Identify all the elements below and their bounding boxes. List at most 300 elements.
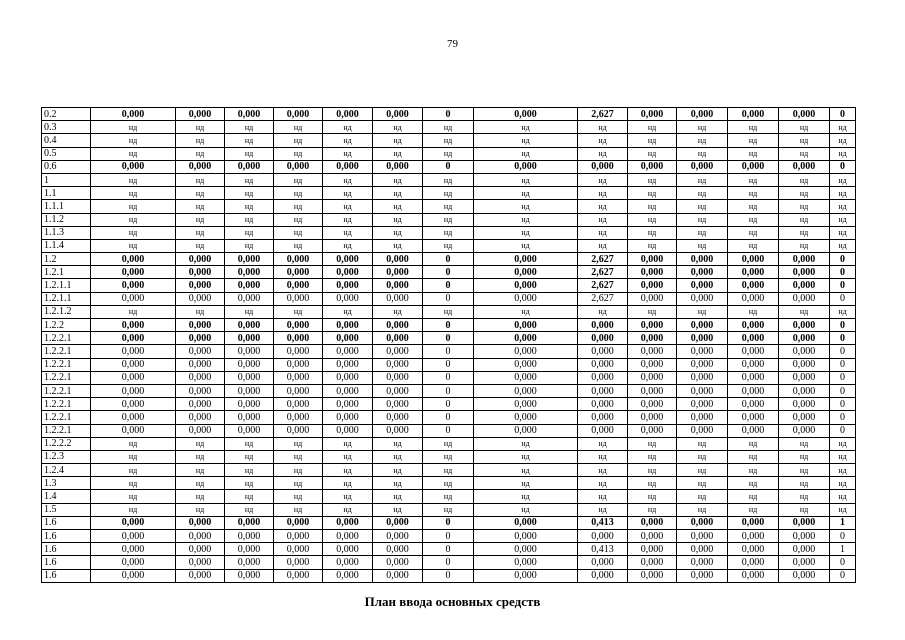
table-cell: нд <box>779 437 830 450</box>
table-row <box>42 345 856 358</box>
table-cell: 0,000 <box>323 371 373 384</box>
table-cell: 0,000 <box>728 569 779 582</box>
table-cell: нд <box>578 200 628 213</box>
table-row <box>42 239 856 252</box>
table-cell: 0,000 <box>274 319 323 332</box>
table-cell: нд <box>423 173 474 186</box>
table-cell: 0,000 <box>628 398 677 411</box>
table-cell: нд <box>728 173 779 186</box>
table-cell: нд <box>423 134 474 147</box>
table-cell: нд <box>628 503 677 516</box>
table-cell: 0,000 <box>677 108 728 121</box>
table-cell: 0,000 <box>274 160 323 173</box>
table-cell: 0,000 <box>628 253 677 266</box>
table-cell: 0,000 <box>677 358 728 371</box>
table-cell: 0,000 <box>176 569 225 582</box>
table-cell: нд <box>225 200 274 213</box>
table-cell: 0,000 <box>779 358 830 371</box>
row-code-cell: 1.2 <box>42 253 91 266</box>
table-cell: 0,000 <box>728 384 779 397</box>
table-cell: 0,000 <box>779 530 830 543</box>
table-cell: 0 <box>423 411 474 424</box>
table-cell: 0,000 <box>779 411 830 424</box>
table-cell: нд <box>779 226 830 239</box>
table-cell: 0,000 <box>323 411 373 424</box>
table-row <box>42 121 856 134</box>
table-cell: 0 <box>423 543 474 556</box>
table-cell: 0,000 <box>578 319 628 332</box>
table-cell: нд <box>578 121 628 134</box>
table-row <box>42 477 856 490</box>
table-row <box>42 411 856 424</box>
table-cell: нд <box>474 239 578 252</box>
table-cell: 0,000 <box>728 358 779 371</box>
table-cell: 0,000 <box>323 516 373 529</box>
table-cell: нд <box>225 437 274 450</box>
table-cell: нд <box>323 490 373 503</box>
table-cell: нд <box>274 200 323 213</box>
table-row <box>42 226 856 239</box>
table-cell: нд <box>474 503 578 516</box>
table-cell: 0,000 <box>578 569 628 582</box>
table-row <box>42 200 856 213</box>
table-cell: нд <box>628 450 677 463</box>
table-cell: 0,000 <box>176 108 225 121</box>
table-cell: 0,000 <box>628 424 677 437</box>
table-cell: 0,000 <box>373 292 423 305</box>
table-cell: 0,000 <box>474 108 578 121</box>
table-cell: нд <box>423 437 474 450</box>
row-code-cell: 0.4 <box>42 134 91 147</box>
table-cell: нд <box>323 121 373 134</box>
table-cell: 0 <box>423 384 474 397</box>
table-cell: 0,000 <box>176 319 225 332</box>
table-cell: нд <box>628 477 677 490</box>
row-code-cell: 1.4 <box>42 490 91 503</box>
table-cell: нд <box>779 503 830 516</box>
table-cell: 0,000 <box>176 384 225 397</box>
table-cell: 0,000 <box>474 569 578 582</box>
table-cell: нд <box>578 213 628 226</box>
table-cell: 0,000 <box>373 424 423 437</box>
table-cell: 0,000 <box>225 371 274 384</box>
table-cell: 0,000 <box>677 411 728 424</box>
table-cell: нд <box>578 226 628 239</box>
table-cell: нд <box>830 121 856 134</box>
table-row <box>42 569 856 582</box>
table-cell: 0,000 <box>225 279 274 292</box>
table-cell: нд <box>578 490 628 503</box>
row-code-cell: 1.2.2.1 <box>42 424 91 437</box>
table-cell: 0,000 <box>323 266 373 279</box>
table-cell: нд <box>373 477 423 490</box>
table-cell: 0,000 <box>728 108 779 121</box>
table-cell: нд <box>373 503 423 516</box>
table-cell: 0 <box>830 371 856 384</box>
table-cell: нд <box>628 134 677 147</box>
table-cell: нд <box>225 121 274 134</box>
table-cell: нд <box>91 121 176 134</box>
table-cell: нд <box>274 147 323 160</box>
table-cell: 0,000 <box>677 398 728 411</box>
table-cell: нд <box>677 490 728 503</box>
table-cell: нд <box>225 187 274 200</box>
row-code-cell: 1.1.1 <box>42 200 91 213</box>
table-cell: нд <box>91 239 176 252</box>
table-cell: 0,000 <box>728 398 779 411</box>
table-cell: 0,000 <box>628 516 677 529</box>
table-cell: нд <box>225 305 274 318</box>
table-cell: нд <box>628 226 677 239</box>
table-cell: 0,000 <box>91 398 176 411</box>
table-cell: нд <box>474 305 578 318</box>
table-cell: 0 <box>423 569 474 582</box>
table-cell: 0,000 <box>91 292 176 305</box>
table-row <box>42 543 856 556</box>
table-cell: 0,000 <box>728 279 779 292</box>
table-cell: нд <box>176 173 225 186</box>
table-cell: нд <box>830 305 856 318</box>
table-cell: нд <box>628 464 677 477</box>
row-code-cell: 1.1.2 <box>42 213 91 226</box>
table-row <box>42 424 856 437</box>
table-cell: нд <box>323 239 373 252</box>
table-cell: 0,000 <box>728 332 779 345</box>
table-cell: нд <box>176 239 225 252</box>
table-cell: 0,000 <box>323 160 373 173</box>
table-cell: нд <box>728 464 779 477</box>
table-cell: нд <box>779 239 830 252</box>
table-cell: нд <box>779 200 830 213</box>
table-cell: нд <box>274 173 323 186</box>
row-code-cell: 1 <box>42 173 91 186</box>
table-row <box>42 160 856 173</box>
table-cell: 0,000 <box>677 279 728 292</box>
table-cell: 0,000 <box>474 345 578 358</box>
table-cell: 0,000 <box>225 253 274 266</box>
table-cell: нд <box>176 226 225 239</box>
table-cell: 0 <box>423 332 474 345</box>
table-cell: нд <box>830 173 856 186</box>
table-cell: 0,000 <box>728 319 779 332</box>
table-cell: 0 <box>423 279 474 292</box>
table-cell: нд <box>373 464 423 477</box>
table-cell: 0,000 <box>474 516 578 529</box>
table-cell: 0,000 <box>373 569 423 582</box>
table-cell: нд <box>779 305 830 318</box>
table-cell: 0,000 <box>779 266 830 279</box>
table-cell: нд <box>423 490 474 503</box>
table-cell: 0,000 <box>779 345 830 358</box>
table-cell: 0 <box>830 556 856 569</box>
row-code-cell: 0.5 <box>42 147 91 160</box>
table-cell: нд <box>830 213 856 226</box>
table-cell: 0,000 <box>677 345 728 358</box>
table-cell: 0,000 <box>728 543 779 556</box>
table-cell: нд <box>578 477 628 490</box>
table-cell: 0 <box>830 345 856 358</box>
table-row <box>42 437 856 450</box>
table-cell: 0,000 <box>779 332 830 345</box>
table-cell: нд <box>423 226 474 239</box>
table-cell: 0 <box>830 279 856 292</box>
table-cell: 0,000 <box>225 160 274 173</box>
table-cell: нд <box>373 450 423 463</box>
table-cell: нд <box>728 200 779 213</box>
table-cell: нд <box>830 477 856 490</box>
table-cell: 0,000 <box>728 516 779 529</box>
row-code-cell: 1.2.2.1 <box>42 345 91 358</box>
table-cell: нд <box>677 437 728 450</box>
table-cell: 0,413 <box>578 543 628 556</box>
table-cell: 0,000 <box>779 292 830 305</box>
table-cell: нд <box>225 503 274 516</box>
table-cell: 0,000 <box>373 319 423 332</box>
table-cell: 0,000 <box>628 384 677 397</box>
table-cell: нд <box>176 134 225 147</box>
table-cell: 0,000 <box>373 398 423 411</box>
table-cell: нд <box>474 490 578 503</box>
table-cell: нд <box>323 464 373 477</box>
row-code-cell: 1.2.2.2 <box>42 437 91 450</box>
table-cell: нд <box>474 226 578 239</box>
table-cell: 0,000 <box>176 411 225 424</box>
table-cell: 0 <box>830 411 856 424</box>
table-cell: 0,000 <box>779 569 830 582</box>
table-cell: нд <box>728 187 779 200</box>
table-cell: 0,000 <box>628 279 677 292</box>
table-cell: 0,000 <box>274 516 323 529</box>
table-cell: нд <box>274 213 323 226</box>
table-cell: нд <box>578 503 628 516</box>
table-cell: 0,000 <box>91 358 176 371</box>
table-cell: 0,000 <box>474 279 578 292</box>
table-cell: нд <box>830 134 856 147</box>
table-cell: 0,000 <box>323 108 373 121</box>
table-cell: 0,000 <box>225 411 274 424</box>
table-cell: 0,000 <box>323 569 373 582</box>
table-cell: 0,000 <box>677 384 728 397</box>
table-cell: 2,627 <box>578 253 628 266</box>
table-cell: 0,000 <box>176 266 225 279</box>
table-cell: нд <box>176 490 225 503</box>
table-cell: нд <box>779 490 830 503</box>
row-code-cell: 1.1 <box>42 187 91 200</box>
table-cell: нд <box>474 147 578 160</box>
table-cell: 0,000 <box>225 398 274 411</box>
table-cell: 0 <box>830 319 856 332</box>
table-cell: 2,627 <box>578 279 628 292</box>
table-cell: 0,000 <box>323 543 373 556</box>
table-cell: нд <box>830 187 856 200</box>
table-cell: нд <box>474 213 578 226</box>
table-cell: нд <box>728 450 779 463</box>
table-cell: 0,000 <box>373 345 423 358</box>
table-cell: 1 <box>830 543 856 556</box>
table-row <box>42 319 856 332</box>
page-number: 79 <box>447 38 458 50</box>
row-code-cell: 1.2.2.1 <box>42 358 91 371</box>
table-cell: нд <box>728 239 779 252</box>
table-cell: 0,000 <box>274 266 323 279</box>
table-cell: 0,000 <box>728 411 779 424</box>
table-cell: 0,000 <box>578 332 628 345</box>
table-cell: нд <box>830 464 856 477</box>
table-cell: 0,000 <box>373 530 423 543</box>
table-cell: 0,000 <box>474 332 578 345</box>
table-cell: 0,000 <box>474 160 578 173</box>
table-cell: нд <box>225 477 274 490</box>
table-cell: 0 <box>830 160 856 173</box>
table-cell: нд <box>176 477 225 490</box>
table-cell: 0 <box>423 319 474 332</box>
table-cell: 0,000 <box>628 160 677 173</box>
table-cell: нд <box>176 213 225 226</box>
row-code-cell: 0.2 <box>42 108 91 121</box>
table-cell: нд <box>423 305 474 318</box>
table-cell: нд <box>474 200 578 213</box>
row-code-cell: 1.6 <box>42 543 91 556</box>
table-cell: 0,000 <box>728 253 779 266</box>
table-cell: нд <box>779 464 830 477</box>
table-cell: 0,000 <box>323 358 373 371</box>
table-cell: нд <box>628 173 677 186</box>
table-cell: 0,000 <box>373 543 423 556</box>
table-cell: 0,000 <box>176 424 225 437</box>
table-cell: нд <box>628 490 677 503</box>
table-cell: нд <box>830 239 856 252</box>
table-cell: 0,000 <box>373 516 423 529</box>
row-code-cell: 1.6 <box>42 556 91 569</box>
table-cell: 0 <box>423 358 474 371</box>
table-cell: 2,627 <box>578 108 628 121</box>
table-cell: нд <box>373 490 423 503</box>
table-cell: 0 <box>830 424 856 437</box>
table-cell: нд <box>474 450 578 463</box>
table-cell: 0,000 <box>677 292 728 305</box>
table-cell: 0,000 <box>176 160 225 173</box>
table-cell: 0,000 <box>176 253 225 266</box>
table-cell: 0,000 <box>474 253 578 266</box>
row-code-cell: 1.1.4 <box>42 239 91 252</box>
table-cell: 0,000 <box>779 516 830 529</box>
table-cell: 0,000 <box>176 530 225 543</box>
table-cell: 0,000 <box>578 424 628 437</box>
table-cell: 0,000 <box>628 266 677 279</box>
table-cell: 0,000 <box>728 556 779 569</box>
table-cell: нд <box>323 173 373 186</box>
table-cell: 0,000 <box>628 345 677 358</box>
table-cell: 0 <box>423 266 474 279</box>
table-cell: 0,000 <box>474 424 578 437</box>
table-cell: нд <box>274 437 323 450</box>
table-cell: нд <box>728 503 779 516</box>
table-cell: нд <box>728 134 779 147</box>
table-cell: нд <box>91 503 176 516</box>
table-cell: 0,000 <box>274 398 323 411</box>
table-cell: 0,000 <box>225 424 274 437</box>
table-cell: нд <box>779 134 830 147</box>
table-cell: 0,000 <box>474 398 578 411</box>
table-cell: 0 <box>423 160 474 173</box>
table-cell: 0,000 <box>225 530 274 543</box>
table-cell: нд <box>91 200 176 213</box>
table-cell: нд <box>176 437 225 450</box>
table-cell: нд <box>176 305 225 318</box>
table-cell: 0,000 <box>176 345 225 358</box>
table-cell: 0,000 <box>91 411 176 424</box>
table-cell: 0,000 <box>274 358 323 371</box>
table-cell: 0 <box>423 371 474 384</box>
table-cell: нд <box>323 200 373 213</box>
table-cell: нд <box>176 121 225 134</box>
table-cell: нд <box>779 147 830 160</box>
table-cell: нд <box>373 134 423 147</box>
table-cell: 0,000 <box>677 556 728 569</box>
row-code-cell: 1.2.2.1 <box>42 398 91 411</box>
table-cell: 0,000 <box>779 253 830 266</box>
row-code-cell: 1.2.1 <box>42 266 91 279</box>
table-cell: нд <box>373 187 423 200</box>
table-cell: нд <box>578 187 628 200</box>
table-cell: нд <box>91 213 176 226</box>
table-cell: 0,000 <box>323 292 373 305</box>
table-cell: 0,000 <box>274 384 323 397</box>
table-cell: 0,000 <box>373 332 423 345</box>
table-cell: 0 <box>423 253 474 266</box>
table-cell: 0,000 <box>677 371 728 384</box>
table-cell: нд <box>91 490 176 503</box>
table-cell: 0,000 <box>578 398 628 411</box>
table-cell: нд <box>274 490 323 503</box>
row-code-cell: 1.2.1.1 <box>42 279 91 292</box>
table-cell: 0,000 <box>176 516 225 529</box>
table-cell: нд <box>677 305 728 318</box>
table-cell: нд <box>474 477 578 490</box>
table-cell: 0,000 <box>677 253 728 266</box>
table-cell: нд <box>779 450 830 463</box>
table-row <box>42 266 856 279</box>
table-cell: 0 <box>830 358 856 371</box>
table-cell: нд <box>176 450 225 463</box>
table-row <box>42 530 856 543</box>
table-row <box>42 253 856 266</box>
table-cell: 0,000 <box>373 266 423 279</box>
table-cell: нд <box>677 477 728 490</box>
table-cell: 0,000 <box>225 384 274 397</box>
table-cell: нд <box>677 450 728 463</box>
table-cell: нд <box>423 213 474 226</box>
table-cell: нд <box>225 239 274 252</box>
table-cell: 0,000 <box>373 371 423 384</box>
table-cell: 0,000 <box>578 556 628 569</box>
table-cell: 0,000 <box>91 160 176 173</box>
table-cell: нд <box>728 477 779 490</box>
table-cell: 0,000 <box>628 371 677 384</box>
table-cell: 0,000 <box>225 569 274 582</box>
table-cell: нд <box>91 173 176 186</box>
table-cell: нд <box>628 239 677 252</box>
table-cell: 0,000 <box>373 556 423 569</box>
table-cell: нд <box>677 134 728 147</box>
table-cell: 0,000 <box>225 358 274 371</box>
table-cell: нд <box>628 213 677 226</box>
table-cell: нд <box>176 464 225 477</box>
table-cell: нд <box>474 437 578 450</box>
table-cell: нд <box>274 450 323 463</box>
table-cell: нд <box>578 437 628 450</box>
table-cell: нд <box>274 239 323 252</box>
